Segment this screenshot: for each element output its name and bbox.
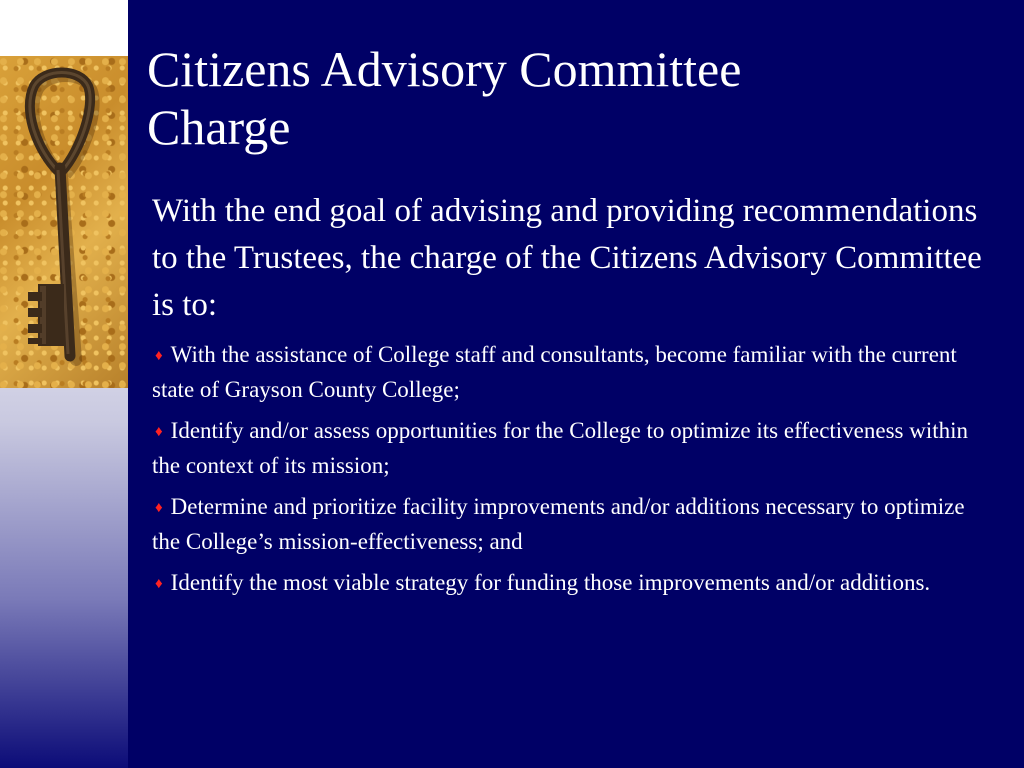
bullet-list <box>152 338 982 608</box>
bullet-text: Identify the most viable strategy for funding those improvements and/or additions. <box>170 570 931 595</box>
diamond-icon: ♦ <box>155 576 163 592</box>
title-line-1: Citizens Advisory Committee <box>147 41 742 97</box>
key-icon <box>0 56 128 388</box>
list-item <box>152 338 982 407</box>
list-item <box>152 566 982 601</box>
diamond-icon: ♦ <box>155 424 163 440</box>
diamond-icon: ♦ <box>155 500 163 516</box>
key-image <box>0 56 128 388</box>
list-item <box>152 414 982 483</box>
intro-paragraph: With the end goal of advising and providing recommendations to the Trustees, the charge of the Citizens Advisory Committee is to: <box>152 193 982 323</box>
bullet-text: Determine and prioritize facility improvements and/or additions necessary to optimize the College’s mission-effectiveness; and <box>152 494 965 554</box>
diamond-icon: ♦ <box>155 348 163 364</box>
bullet-text: With the assistance of College staff and consultants, become familiar with the current state of Grayson County College; <box>152 342 957 402</box>
list-item <box>152 490 982 559</box>
title-line-2: Charge <box>147 99 291 155</box>
bullet-text: Identify and/or assess opportunities for the College to optimize its effectiveness within the context of its mission; <box>152 418 969 478</box>
slide-title <box>147 40 987 156</box>
